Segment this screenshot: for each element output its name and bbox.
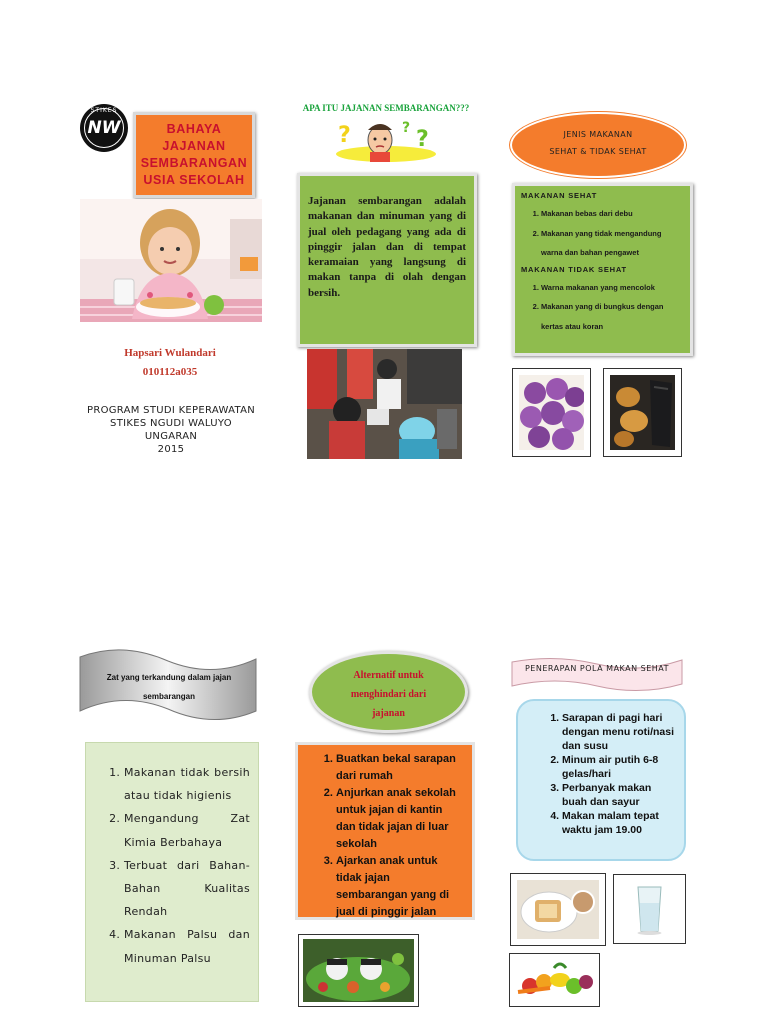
list-item: 2. Mengandung Zat Kimia Berbahaya (124, 807, 250, 853)
cover-title-line: USIA SEKOLAH (143, 173, 245, 187)
list-item: 2. Anjurkan anak sekolah untuk jajan di kantin dan tidak jajan di luar sekolah (336, 785, 464, 853)
fried-snacks-frame (603, 368, 682, 457)
list-item: 2. Minum air putih 6-8 gelas/hari (562, 753, 676, 781)
definition-heading: APA ITU JAJANAN SEMBARANGAN??? (302, 103, 470, 113)
breakfast-photo (517, 880, 599, 939)
cover-title-line: BAHAYA (166, 122, 222, 136)
jenis-oval-line: JENIS MAKANAN (563, 130, 633, 139)
list-item: 4. Makanan Palsu dan Minuman Palsu (124, 923, 250, 969)
list-item: 1. Sarapan di pagi hari dengan menu roti/nasi dan susu (562, 711, 676, 753)
penerapan-banner-shape (510, 656, 684, 692)
alternatif-oval-line: jajanan (372, 708, 405, 719)
breakfast-frame (510, 873, 606, 946)
list-item: 1. Makanan bebas dari debu (541, 204, 684, 224)
list-item: 4. Makan malam tepat waktu jam 19.00 (562, 809, 676, 837)
zat-banner-line: Zat yang terkandung dalam jajan (106, 673, 232, 682)
svg-text:?: ? (402, 120, 411, 136)
list-item: 3. Perbanyak makan buah dan sayur (562, 781, 676, 809)
alternatif-oval-line: menghindari dari (350, 689, 427, 700)
jenis-makanan-oval (510, 112, 686, 178)
program-line: PROGRAM STUDI KEPERAWATAN (86, 405, 255, 416)
pola-makan-box (516, 699, 686, 861)
list-item: 1. Makanan tidak bersih atau tidak higienis (124, 761, 250, 807)
cover-title-box (133, 112, 255, 198)
alternatif-list-box (295, 742, 475, 920)
alternatif-oval (309, 651, 468, 733)
zat-banner-line: sembarangan (142, 692, 196, 701)
zat-banner-text (96, 668, 242, 706)
list-item: 1. Warna makanan yang mencolok (541, 278, 684, 298)
author-id: 010112a035 (142, 366, 198, 378)
girl-cereal-photo (80, 199, 262, 322)
svg-text:?: ? (416, 127, 429, 152)
fruits-vegetables-photo (514, 958, 595, 1002)
sehat-heading: MAKANAN SEHAT (521, 191, 598, 200)
alternatif-oval-line: Alternatif untuk (353, 670, 424, 681)
cover-title-line: JAJANAN (162, 139, 226, 153)
stikes-logo (80, 104, 128, 152)
program-line: 2015 (157, 444, 185, 455)
svg-text:?: ? (338, 123, 351, 148)
author-name: Hapsari Wulandari (124, 347, 216, 359)
zat-list-box (85, 742, 259, 1002)
list-item: 2. Makanan yang tidak mengandung warna dan bahan pengawet (541, 224, 684, 263)
jenis-makanan-box (512, 183, 693, 356)
logo-monogram: NW (87, 118, 121, 138)
jenis-oval-line: SEHAT & TIDAK SEHAT (549, 147, 647, 156)
cover-title-line: SEMBARANGAN (140, 156, 248, 170)
bento-frame (298, 934, 419, 1007)
penerapan-banner-text: PENERAPAN POLA MAKAN SEHAT (524, 664, 670, 673)
tidak-sehat-heading: MAKANAN TIDAK SEHAT (521, 264, 627, 274)
list-item: 3. Ajarkan anak untuk tidak jajan sembarangan yang di jual di pinggir jalan (336, 853, 464, 921)
water-glass-photo (620, 881, 679, 937)
program-info (74, 404, 268, 456)
program-line: STIKES NGUDI WALUYO (110, 418, 232, 429)
purple-sweets-photo (519, 375, 584, 450)
children-snack-vendor-photo (307, 349, 462, 459)
definition-box: Jajanan sembarangan adalah makanan dan minuman yang di jual oleh pedagang yang ada di pinggir jalan dan di tempat keramaian yang langsung di makan tanpa di olah dengan bersih. (297, 173, 477, 347)
list-item: 3. Terbuat dari Bahan-Bahan Kualitas Rendah (124, 854, 250, 924)
program-line: UNGARAN (144, 431, 198, 442)
list-item: 2. Makanan yang di bungkus dengan kertas atau koran (541, 297, 684, 336)
water-glass-frame (613, 874, 686, 944)
fried-snacks-photo (610, 375, 675, 450)
logo-top-text: STIKES (90, 107, 118, 114)
fruits-frame (509, 953, 600, 1007)
confused-person-illustration (330, 116, 442, 164)
purple-sweets-frame (512, 368, 591, 457)
bento-lunch-photo (303, 939, 414, 1002)
list-item: 1. Buatkan bekal sarapan dari rumah (336, 751, 464, 785)
